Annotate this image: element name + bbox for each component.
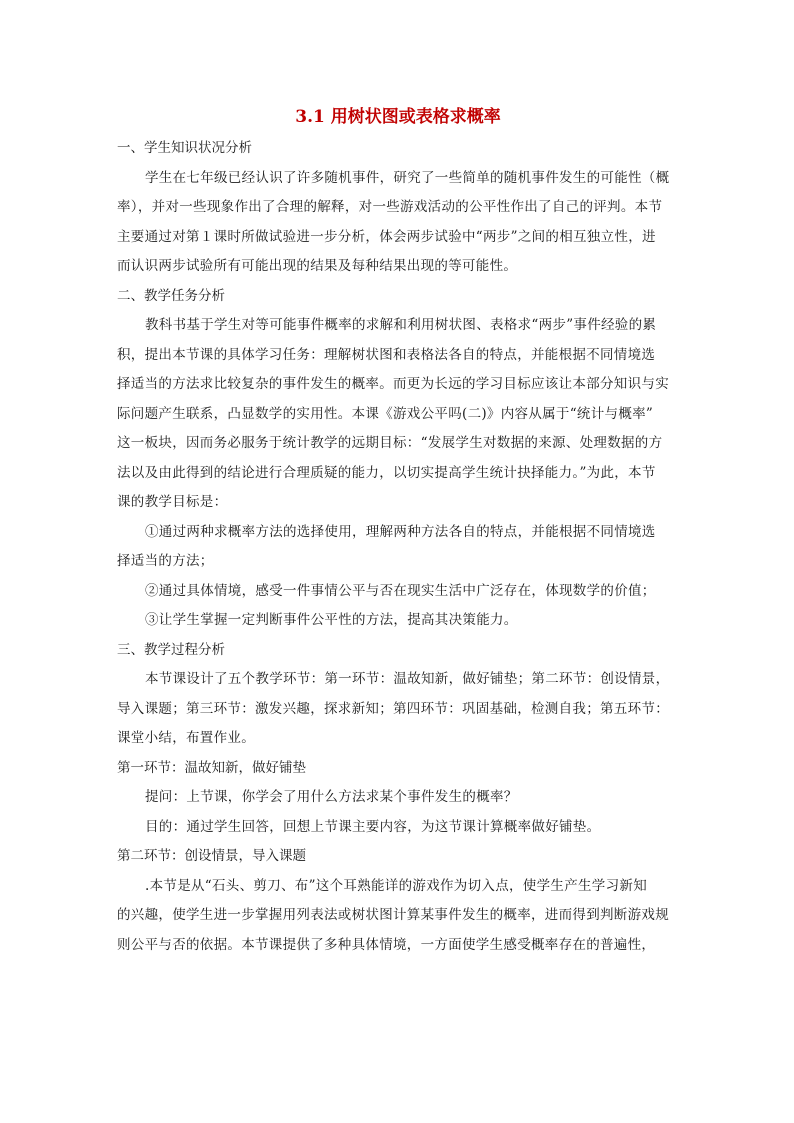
paragraph-line: .本节是从“石头、剪刀、布”这个耳熟能详的游戏作为切入点，使学生产生学习新知 <box>145 877 647 894</box>
step-heading: 第一环节：温故知新，做好铺垫 <box>117 759 306 776</box>
paragraph-line: 而认识两步试验所有可能出现的结果及每种结果出现的等可能性。 <box>117 258 518 274</box>
paragraph-line: 择适当的方法求比较复杂的事件发生的概率。而更为长远的学习目标应该让本部分知识与实 <box>117 376 669 392</box>
section-student-knowledge <box>117 134 679 282</box>
section-heading: 三、教学过程分析 <box>117 641 225 658</box>
purpose-line: 目的：通过学生回答，回想上节课主要内容，为这节课计算概率做好铺垫。 <box>145 818 601 835</box>
goal-item: 择适当的方法； <box>117 553 214 569</box>
section-heading: 一、学生知识状况分析 <box>117 140 252 156</box>
paragraph-line: 本节课设计了五个教学环节：第一环节：温故知新，做好铺垫；第二环节：创设情景， <box>145 671 670 687</box>
paragraph-line: 学生在七年级已经认识了许多随机事件，研究了一些简单的随机事件发生的可能性（概 <box>145 169 670 186</box>
paragraph-line: 导入课题；第三环节：激发兴趣，探求新知；第四环节：巩固基础，检测自我；第五环节： <box>117 700 669 717</box>
paragraph-line: 际问题产生联系，凸显数学的实用性。本课《游戏公平吗(二)》内容从属于“统计与概率” <box>117 405 654 422</box>
paragraph-line: 率），并对一些现象作出了合理的解释，对一些游戏活动的公平性作出了自己的评判。本节 <box>117 199 663 215</box>
question-line: 提问：上节课，你学会了用什么方法求某个事件发生的概率？ <box>145 789 518 805</box>
paragraph-line: 则公平与否的依据。本节课提供了多种具体情境，一方面使学生感受概率存在的普遍性， <box>117 936 656 953</box>
document-title: 3.1 用树状图或表格求概率 <box>295 107 501 127</box>
paragraph-line: 这一板块，因而务必服务于统计教学的远期目标：“发展学生对数据的来源、处理数据的方 <box>117 435 663 451</box>
paragraph-line: 主要通过对第１课时所做试验进一步分析，体会两步试验中“两步”之间的相互独立性，进 <box>117 228 656 245</box>
paragraph-line: 课的教学目标是： <box>117 494 228 510</box>
section-step-two <box>117 842 679 960</box>
paragraph-line: 课堂小结，布置作业。 <box>117 730 255 746</box>
paragraph-line: 法以及由此得到的结论进行合理质疑的能力，以切实提高学生统计抉择能力。”为此，本节 <box>117 464 656 481</box>
goal-item: ①通过两种求概率方法的选择使用，理解两种方法各自的特点，并能根据不同情境选 <box>145 523 656 540</box>
document-page <box>117 104 679 960</box>
paragraph-line: 积，提出本节课的具体学习任务：理解树状图和表格法各自的特点，并能根据不同情境选 <box>117 346 656 363</box>
section-process-analysis <box>117 636 679 754</box>
section-heading: 二、教学任务分析 <box>117 287 225 304</box>
paragraph-line: 的兴趣，使学生进一步掌握用列表法或树状图计算某事件发生的概率，进而得到判断游戏规 <box>117 907 669 923</box>
step-heading: 第二环节：创设情景，导入课题 <box>117 848 306 864</box>
section-task-analysis <box>117 282 679 636</box>
goal-item: ②通过具体情境，感受一件事情公平与否在现实生活中广泛存在，体现数学的价值； <box>145 582 656 599</box>
goal-item: ③让学生掌握一定判断事件公平性的方法，提高其决策能力。 <box>145 612 518 628</box>
section-step-one <box>117 754 679 843</box>
paragraph-line: 教科书基于学生对等可能事件概率的求解和利用树状图、表格求“两步”事件经验的累 <box>145 317 657 333</box>
